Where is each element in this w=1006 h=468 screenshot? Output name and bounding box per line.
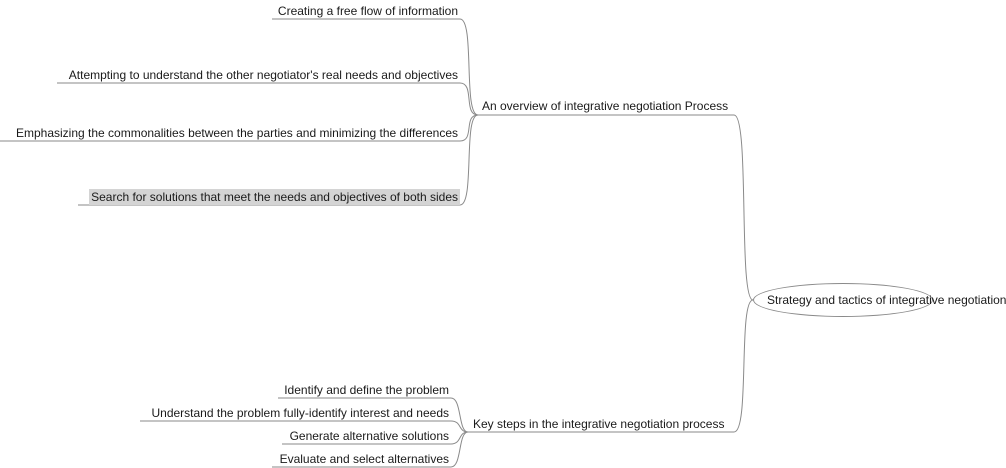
connector-b1-child-3 xyxy=(460,115,478,141)
topic-understand-real-needs[interactable]: Attempting to understand the other negotiator's real needs and objectives xyxy=(68,68,458,82)
central-topic-label: Strategy and tactics of integrative negotiation xyxy=(767,293,1006,307)
connector-root-branch-2 xyxy=(734,300,753,432)
connector-b2-child-1 xyxy=(451,398,468,432)
topic-key-steps-process[interactable]: Key steps in the integrative negotiation process xyxy=(473,417,725,431)
connector-b2-child-4 xyxy=(451,432,468,467)
topic-creating-free-flow[interactable]: Creating a free flow of information xyxy=(277,4,458,18)
topic-emphasizing-commonalities[interactable]: Emphasizing the commonalities between the parties and minimizing the differences xyxy=(15,126,458,140)
topic-identify-define-problem[interactable]: Identify and define the problem xyxy=(284,383,449,397)
topic-understand-problem-fully[interactable]: Understand the problem fully-identify interest and needs xyxy=(151,406,449,420)
topic-evaluate-select-alternatives[interactable]: Evaluate and select alternatives xyxy=(279,452,449,466)
connector-b1-child-2 xyxy=(460,83,478,115)
central-topic[interactable] xyxy=(753,283,1006,317)
topic-overview-integrative-process[interactable]: An overview of integrative negotiation Process xyxy=(482,99,729,113)
connector-b2-child-2 xyxy=(451,421,468,432)
connector-b2-child-3 xyxy=(451,432,468,444)
topic-generate-alternatives[interactable]: Generate alternative solutions xyxy=(289,429,449,443)
topic-search-for-solutions[interactable]: Search for solutions that meet the needs and objectives of both sides xyxy=(91,190,458,204)
connector-root-branch-1 xyxy=(734,115,753,300)
